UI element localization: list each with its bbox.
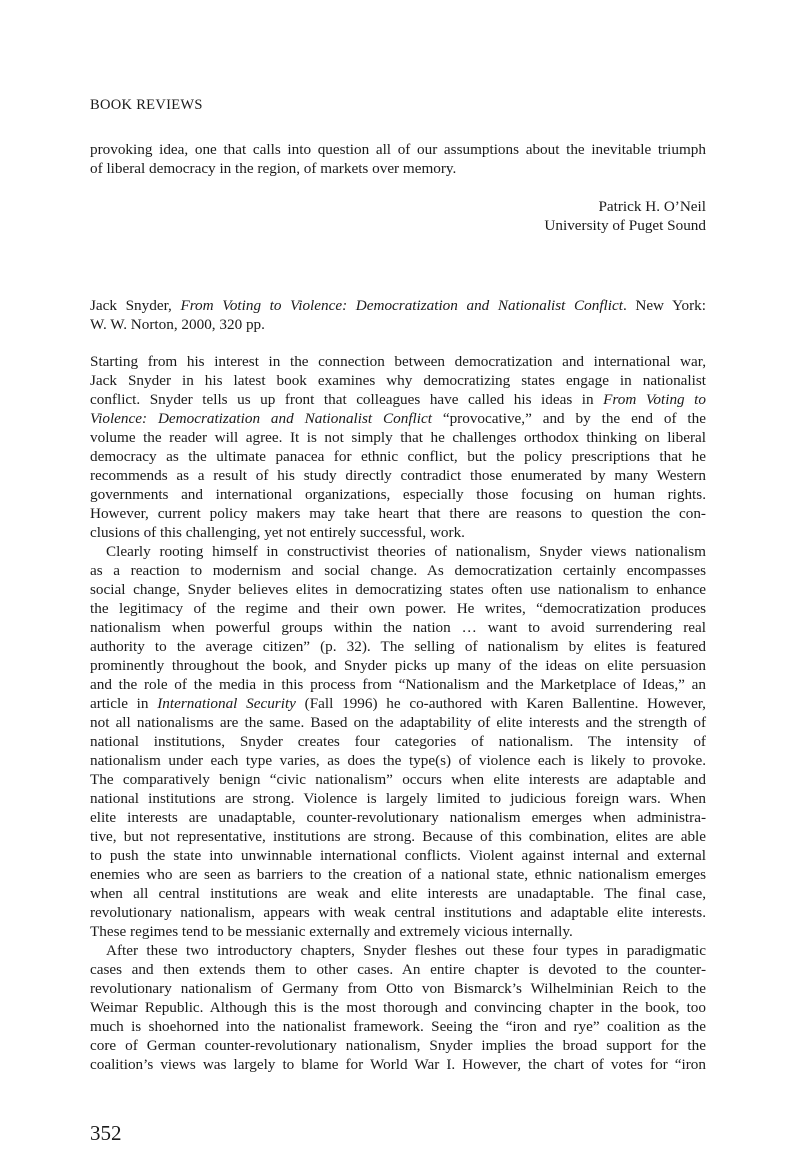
text-line: national institutions are strong. Violence is largely limited to judicious foreign wars. When <box>90 790 706 807</box>
text-line: Jack Snyder in his latest book examines why democratizing states engage in nationalist <box>90 372 706 389</box>
text-line: much is shoehorned into the nationalist framework. Seeing the “iron and rye” coalition as the <box>90 1018 706 1035</box>
text-line: Weimar Republic. Although this is the most thorough and convincing chapter in the book, too <box>90 999 706 1016</box>
text-span: (Fall 1996) he co-authored with Karen Ballentine. However, <box>295 695 706 712</box>
text-line: volume the reader will agree. It is not simply that he challenges orthodox thinking on liberal <box>90 429 706 446</box>
page-number: 352 <box>90 1121 122 1145</box>
text-line: nationalism when powerful groups within the nation … want to avoid surrendering real <box>90 619 706 636</box>
journal-title: International Security <box>157 695 296 712</box>
text-line: nationalism under each type varies, as does the type(s) of violence each is likely to provoke. <box>90 752 706 769</box>
text-line: Clearly rooting himself in constructivist theories of nationalism, Snyder views nationalism <box>106 543 706 560</box>
book-title: From Voting to Violence: Democratization and Nationalist Conflict <box>180 297 623 314</box>
citation-publisher: . New York: <box>622 297 706 314</box>
text-span: article in <box>90 695 158 712</box>
text-line: provoking idea, one that calls into question all of our assumptions about the inevitable triumph <box>90 141 706 158</box>
text-line: However, current policy makers may take heart that there are reasons to question the con- <box>90 505 706 522</box>
book-title-inline: Violence: Democratization and Nationalist Conflict <box>90 410 432 427</box>
text-line: national institutions, Snyder creates four categories of nationalism. The intensity of <box>90 733 706 750</box>
text-line: These regimes tend to be messianic externally and extremely vicious internally. <box>90 923 573 940</box>
text-line: as a reaction to modernism and social change. As democratization certainly encompasses <box>90 562 706 579</box>
text-line: prominently throughout the book, and Snyder picks up many of the ideas on elite persuasion <box>90 657 706 674</box>
citation-author: Jack Snyder, <box>90 297 181 314</box>
citation-line <box>90 296 706 315</box>
text-line: democracy as the ultimate panacea for ethnic conflict, but the policy prescriptions that he <box>90 448 706 465</box>
book-title-inline: From Voting to <box>603 391 706 408</box>
text-line: cases and then extends them to other cases. An entire chapter is devoted to the counter- <box>90 961 706 978</box>
text-line: After these two introductory chapters, Snyder fleshes out these four types in paradigmatic <box>106 942 706 959</box>
text-line: to push the state into unwinnable international conflicts. Violent against internal and external <box>90 847 706 864</box>
text-span: “provocative,” and by the end of the <box>431 410 706 427</box>
text-line: social change, Snyder believes elites in democratizing states often use nationalism to enhance <box>90 581 706 598</box>
text-line <box>90 390 706 409</box>
running-head: BOOK REVIEWS <box>90 97 203 113</box>
text-line: enemies who are seen as barriers to the creation of a national state, ethnic nationalism emerges <box>90 866 706 883</box>
text-line: not all nationalisms are the same. Based on the adaptability of elite interests and the strength of <box>90 714 706 731</box>
text-line: core of German counter-revolutionary nationalism, Snyder implies the broad support for the <box>90 1037 706 1054</box>
text-line: tive, but not representative, institutions are strong. Because of this combination, elites are able <box>90 828 706 845</box>
text-line: elite interests are unadaptable, counter-revolutionary nationalism emerges when administra- <box>90 809 706 826</box>
book-citation <box>90 296 706 334</box>
text-line: the legitimacy of the regime and their own power. He writes, “democratization produces <box>90 600 706 617</box>
text-line: coalition’s views was largely to blame for World War I. However, the chart of votes for “iron <box>90 1056 706 1073</box>
reviewer-affiliation: University of Puget Sound <box>544 217 706 234</box>
text-line: revolutionary nationalism, appears with weak central institutions and adaptable elite interests. <box>90 904 706 921</box>
citation-line: W. W. Norton, 2000, 320 pp. <box>90 316 265 333</box>
reviewer-signature <box>90 197 706 235</box>
text-line: when all central institutions are weak and elite interests are unadaptable. The final case, <box>90 885 706 902</box>
text-line: The comparatively benign “civic nationalism” occurs when elite interests are adaptable and <box>90 771 706 788</box>
text-line: authority to the average citizen” (p. 32). The selling of nationalism by elites is featured <box>90 638 706 655</box>
text-line: governments and international organizations, especially those focusing on human rights. <box>90 486 706 503</box>
previous-review-text <box>90 140 706 178</box>
text-line <box>90 409 706 428</box>
text-line <box>90 694 706 713</box>
review-body <box>90 352 706 1074</box>
text-line: of liberal democracy in the region, of markets over memory. <box>90 160 457 177</box>
text-line: Starting from his interest in the connection between democratization and international war, <box>90 353 706 370</box>
text-line: recommends as a result of his study directly contradict those enumerated by many Western <box>90 467 706 484</box>
reviewer-name: Patrick H. O’Neil <box>598 198 706 215</box>
text-span: conflict. Snyder tells us up front that colleagues have called his ideas in <box>90 391 594 408</box>
text-line: clusions of this challenging, yet not entirely successful, work. <box>90 524 465 541</box>
text-line: revolutionary nationalism of Germany from Otto von Bismarck’s Wilhelminian Reich to the <box>90 980 706 997</box>
text-line: and the role of the media in this process from “Nationalism and the Marketplace of Ideas,” an <box>90 676 706 693</box>
